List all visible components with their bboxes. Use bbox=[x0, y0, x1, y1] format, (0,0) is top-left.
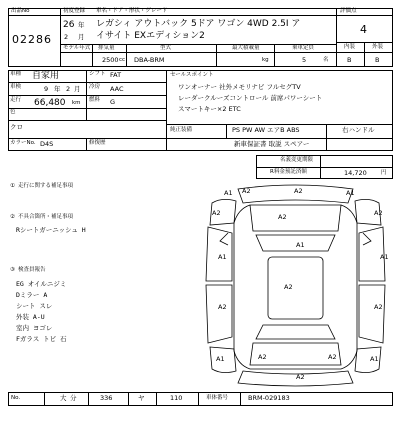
lot-no-label: 出品No bbox=[11, 8, 30, 14]
note-1-marker: ① bbox=[10, 183, 15, 189]
exterior-label: 外装 bbox=[372, 44, 384, 50]
car-name-line2: イサイト EXエディション2 bbox=[96, 31, 205, 41]
note-3-marker: ③ bbox=[10, 267, 15, 273]
footer-value-1: 336 bbox=[100, 394, 113, 402]
inspection-year-suffix: 年 bbox=[54, 85, 61, 93]
color-no-label: カラーNo. bbox=[10, 140, 36, 146]
capacity-label: 最大積載量 bbox=[232, 45, 260, 51]
note-2-title: 不具合箇所・補足事項 bbox=[18, 214, 74, 220]
roof-panel bbox=[268, 257, 323, 319]
capacity-unit: kg bbox=[262, 57, 269, 63]
recycle-yen: 円 bbox=[381, 170, 387, 176]
car-name-line1: レガシィ アウトバック 5ドア ワゴン 4WD 2.5I ア bbox=[96, 19, 301, 29]
damage-mark: A2 bbox=[212, 209, 221, 217]
equipment-label: 純正装備 bbox=[170, 127, 193, 133]
reg-year: 26 bbox=[63, 20, 75, 30]
damage-mark: A2 bbox=[278, 213, 287, 221]
recycle-label: R料金预託済額 bbox=[270, 169, 307, 175]
mileage-value: 66,480 bbox=[34, 98, 66, 108]
footer-marker: ヤ bbox=[138, 394, 145, 402]
interior-grade: B bbox=[347, 56, 352, 64]
note-3-title: 検査員報告 bbox=[18, 267, 46, 273]
model-year-label: モデル年式 bbox=[63, 45, 91, 51]
damage-mark: A1 bbox=[296, 241, 305, 249]
note-3-line-1: EG オイルニジミ bbox=[16, 280, 67, 288]
car-type-label: 車種 bbox=[10, 71, 22, 77]
mileage-unit: km bbox=[72, 100, 81, 106]
note-3-line-6: Fガラス トビ 石 bbox=[16, 335, 67, 343]
recycle-amount: 14,720 bbox=[344, 169, 367, 177]
inspection-month: 2 bbox=[66, 85, 71, 93]
steering-value: 右ハンドル bbox=[342, 126, 375, 134]
interior-label: 内装 bbox=[344, 44, 356, 50]
damage-mark: A1 bbox=[380, 253, 389, 261]
reg-month: 2 bbox=[64, 33, 69, 41]
seats-label: 乗車定員 bbox=[292, 45, 315, 51]
fuel-label: 燃料 bbox=[89, 97, 101, 103]
equipment-value: PS PW AW エアB ABS bbox=[232, 126, 300, 134]
color-no-value: D4S bbox=[40, 140, 54, 148]
right-mirror bbox=[363, 233, 371, 245]
note-3-line-2: Dミラー A bbox=[16, 291, 48, 299]
reg-month-suffix: 月 bbox=[78, 33, 85, 41]
repair-label: 修復歴 bbox=[89, 140, 106, 146]
car-name-label: 車名・ドア・形状・グレード bbox=[96, 8, 168, 14]
name-change-label: 名義変更期限 bbox=[280, 157, 314, 163]
model-label: 型式 bbox=[160, 45, 172, 51]
note-3-line-4: 外装 A-U bbox=[16, 313, 45, 321]
inspection-label: 車検 bbox=[10, 84, 22, 90]
damage-mark: A2 bbox=[242, 187, 251, 195]
inspection-year: 9 bbox=[44, 85, 49, 93]
hood-panel bbox=[250, 205, 341, 231]
footer-no-label: No. bbox=[11, 395, 21, 401]
left-mirror bbox=[220, 233, 228, 245]
damage-mark: A1 bbox=[346, 189, 355, 197]
damage-mark: A1 bbox=[370, 355, 379, 363]
displacement-label: 排気量 bbox=[98, 45, 115, 51]
damage-mark: A2 bbox=[258, 353, 267, 361]
note-1-title: 走行に関する補足事項 bbox=[18, 183, 74, 189]
selling-point-3: スマートキー×2 ETC bbox=[178, 105, 241, 113]
damage-mark: A2 bbox=[328, 353, 337, 361]
left-rear-door bbox=[206, 285, 232, 343]
damage-mark: A2 bbox=[374, 209, 383, 217]
seats-unit: 名 bbox=[323, 57, 329, 63]
footer-size: 分 bbox=[70, 394, 77, 402]
displacement-unit: cc bbox=[119, 57, 126, 63]
model-code: DBA-BRM bbox=[134, 56, 165, 64]
damage-mark: A2 bbox=[294, 187, 303, 195]
damage-mark: A2 bbox=[218, 303, 227, 311]
overall-grade: 4 bbox=[360, 23, 367, 36]
fuel-value: G bbox=[110, 98, 116, 106]
note-2-marker: ② bbox=[10, 214, 15, 220]
damage-mark: A2 bbox=[284, 283, 293, 291]
footer-size-label: 大 bbox=[60, 394, 67, 402]
car-damage-diagram bbox=[198, 183, 393, 388]
color-value: クロ bbox=[10, 123, 23, 131]
exterior-grade: B bbox=[375, 56, 380, 64]
damage-mark: A1 bbox=[216, 355, 225, 363]
displacement-value: 2500 bbox=[102, 56, 119, 64]
inspection-month-suffix: 月 bbox=[74, 85, 81, 93]
shift-label: シフト bbox=[89, 71, 106, 77]
shift-value: FAT bbox=[110, 71, 122, 79]
aircon-label: 冷房 bbox=[89, 84, 101, 90]
damage-mark: A1 bbox=[218, 253, 227, 261]
note-2-line-1: Rシートガーニッシュ H bbox=[16, 226, 86, 234]
rear-glass bbox=[256, 325, 335, 339]
damage-mark: A2 bbox=[374, 303, 383, 311]
right-rear-door bbox=[359, 285, 385, 343]
reg-year-suffix: 年 bbox=[78, 21, 85, 29]
seats-value: 5 bbox=[302, 56, 307, 64]
selling-point-2: レーダークルーズコントロール 前席パワーシート bbox=[178, 94, 323, 102]
frame-no: BRM-029183 bbox=[248, 394, 290, 402]
car-type: 自家用 bbox=[32, 71, 60, 81]
note-3-line-3: シート スレ bbox=[16, 302, 53, 310]
first-reg-label: 初度登録 bbox=[63, 8, 86, 14]
frame-no-label: 車体番号 bbox=[206, 395, 229, 401]
footer-value-2: 110 bbox=[170, 394, 183, 402]
lot-number: 02286 bbox=[12, 33, 52, 46]
note-3-line-5: 室内 ヨゴレ bbox=[16, 324, 53, 332]
grade-label: 評価点 bbox=[340, 8, 357, 14]
aircon-value: AAC bbox=[110, 85, 124, 93]
color-label: 色 bbox=[10, 109, 16, 115]
selling-point-1: ワンオーナー 社外メモリナビ フルセグTV bbox=[178, 83, 301, 91]
damage-mark: A2 bbox=[296, 373, 305, 381]
mileage-label: 走行 bbox=[10, 97, 22, 103]
damage-mark: A1 bbox=[224, 189, 233, 197]
warranty-value: 新車保証書 取説 スペアー bbox=[234, 140, 310, 148]
selling-points-label: セールスポイント bbox=[170, 72, 214, 78]
